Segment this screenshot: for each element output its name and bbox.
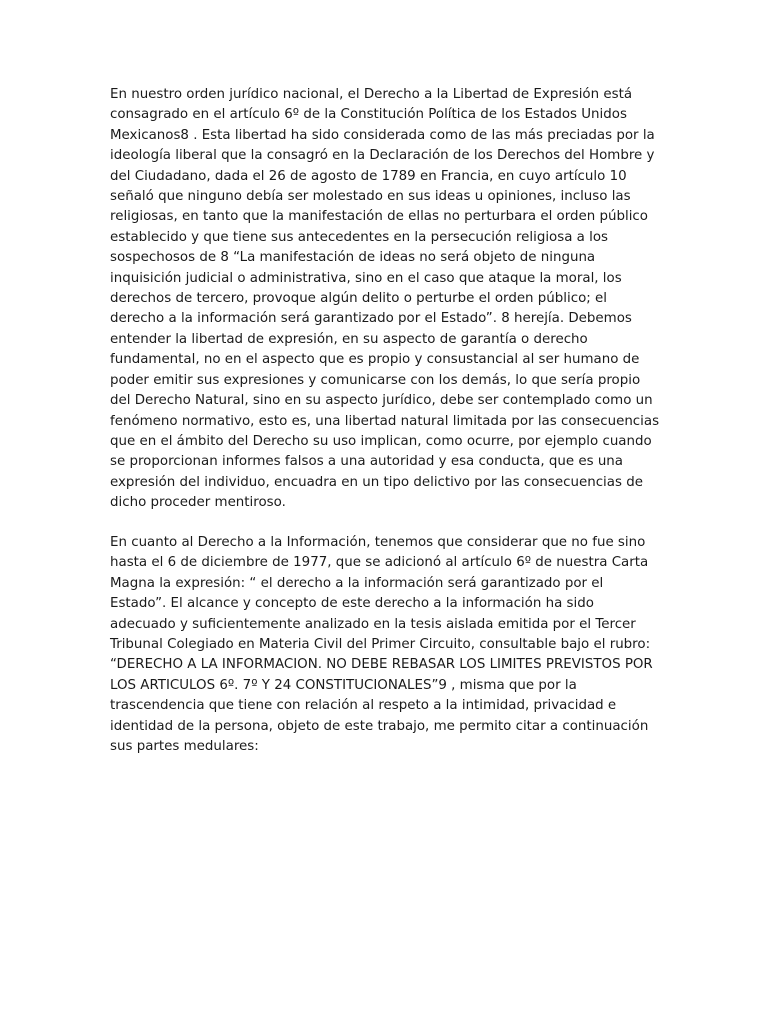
paragraph-derecho-informacion: En cuanto al Derecho a la Información, tenemos que considerar que no fue sino hasta el 6 de diciembre de 1977, que se adicionó al artículo 6º de nuestra Carta Magna la expresión: “ el derecho a la información será garantizado por el Estado”. El alcance y concepto de este derecho a la información ha sido adecuado y suficientemente analizado en la tesis aislada emitida por el Tercer Tribunal Colegiado en Materia Civil del Primer Circuito, consultable bajo el rubro: “DERECHO A LA INFORMACION. NO DEBE REBASAR LOS LIMITES PREVISTOS POR LOS ARTICULOS 6º. 7º Y 24 CONSTITUCIONALES”9 , misma que por la trascendencia que tiene con relación al respeto a la intimidad, privacidad e identidad de la persona, objeto de este trabajo, me permito citar a continuación sus partes medulares: xyxy=(110,535,653,755)
paragraph-libertad-expresion: En nuestro orden jurídico nacional, el Derecho a la Libertad de Expresión está consagrado en el artículo 6º de la Constitución Política de los Estados Unidos Mexicanos8 . Esta libertad ha sido considerada como de las más preciadas por la ideología liberal que la consagró en la Declaración de los Derechos del Hombre y del Ciudadano, dada el 26 de agosto de 1789 en Francia, en cuyo artículo 10 señaló que ninguno debía ser molestado en sus ideas u opiniones, incluso las religiosas, en tanto que la manifestación de ellas no perturbara el orden público establecido y que tiene sus antecedentes en la persecución religiosa a los sospechosos de 8 “La manifestación de ideas no será objeto de ninguna inquisición judicial o administrativa, sino en el caso que ataque la moral, los derechos de tercero, provoque algún delito o perturbe el orden público; el derecho a la información será garantizado por el Estado”. 8 herejía. Debemos entender la libertad de expresión, en su aspecto de garantía o derecho fundamental, no en el aspecto que es propio y consustancial al ser humano de poder emitir sus expresiones y comunicarse con los demás, lo que sería propio del Derecho Natural, sino en su aspecto jurídico, debe ser contemplado como un fenómeno normativo, esto es, una libertad natural limitada por las consecuencias que en el ámbito del Derecho su uso implican, como ocurre, por ejemplo cuando se proporcionan informes falsos a una autoridad y esa conducta, que es una expresión del individuo, encuadra en un tipo delictivo por las consecuencias de dicho proceder mentiroso. xyxy=(110,87,660,511)
